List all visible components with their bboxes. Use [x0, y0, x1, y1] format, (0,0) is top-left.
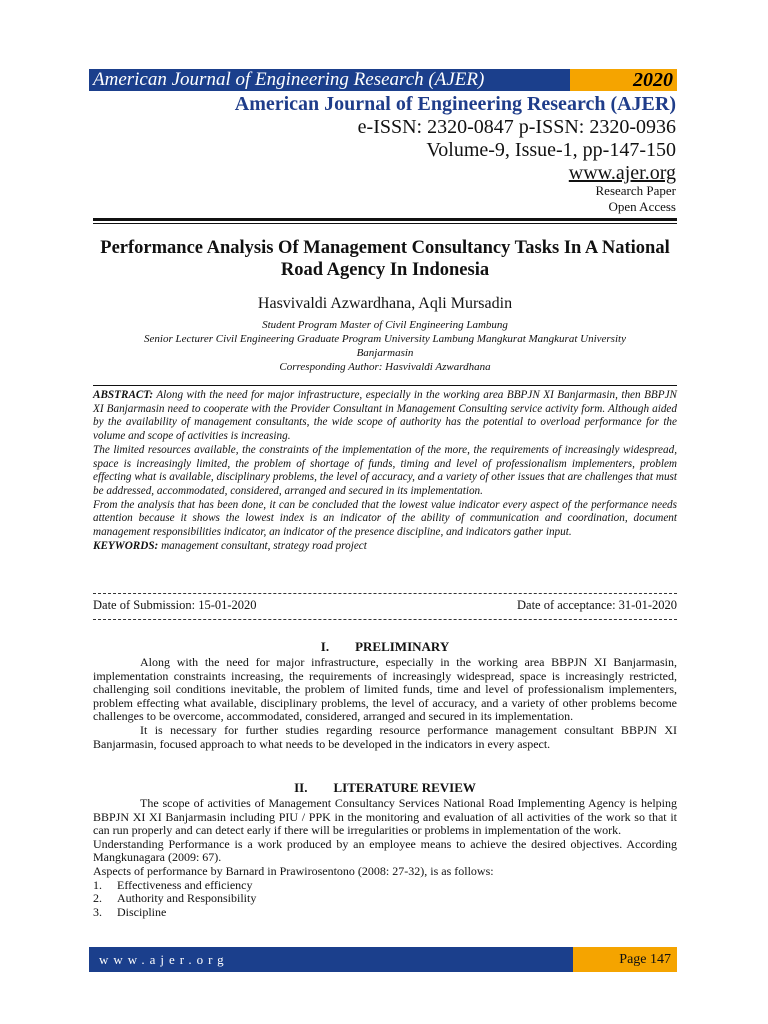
section-literature-body [93, 797, 677, 919]
abstract-p2: The limited resources available, the constraints of the implementation of the more, the requirements of increasingly widespread, space is increasingly limited, the problem of shortage of funds, timing and level of professionalism implementers, problem effecting what is available, disciplinary problems, the level of accuracy, and a variety of other issues that are challenges that must be addressed, accommodated, considered, arranged and secured in its implementation. [93, 443, 677, 497]
dates-row [93, 598, 677, 613]
open-access-label: Open Access [608, 199, 676, 214]
list-text: Discipline [117, 904, 167, 919]
list-item [93, 906, 677, 920]
paragraph: It is necessary for further studies regarding resource performance management consultant BBPJN XI Banjarmasin, focused approach to what needs to be developed in the indicators in every aspect. [93, 722, 677, 751]
list-item [93, 892, 677, 906]
submission-date: Date of Submission: 15-01-2020 [93, 598, 257, 612]
list-item [93, 879, 677, 893]
dashed-divider-top [93, 593, 677, 594]
affiliation-2: Senior Lecturer Civil Engineering Graduate Program University Lambung Mangkurat Mangkurat University [144, 333, 626, 345]
keywords: management consultant, strategy road project [158, 539, 367, 552]
affiliation-1: Student Program Master of Civil Engineering Lambung [262, 319, 508, 331]
band-year: 2020 [570, 69, 677, 91]
affiliation-3: Banjarmasin [356, 347, 414, 359]
list-number: 3. [93, 904, 102, 919]
section-heading-preliminary: I. PRELIMINARY [320, 639, 450, 654]
corresponding-author: Corresponding Author: Hasvivaldi Azwardhana [279, 361, 491, 373]
paper-title: Performance Analysis Of Management Consultancy Tasks In A National Road Agency In Indonesia [100, 238, 670, 280]
footer-website-link[interactable]: www.ajer.org [89, 947, 573, 972]
journal-name: American Journal of Engineering Research (AJER) [234, 93, 676, 115]
page-footer [89, 947, 677, 972]
list-number: 2. [93, 891, 102, 906]
list-text: Authority and Responsibility [117, 891, 257, 906]
abstract-label: ABSTRACT: [93, 389, 154, 401]
section-heading-literature-review: II. LITERATURE REVIEW [294, 780, 476, 795]
paragraph: The scope of activities of Management Consultancy Services National Road Implementing Agency is helping BBPJN XI XI Banjarmasin including PIU / PPK in the monitoring and evaluation of all activities of the work so that it can run properly and can detect early if there will be irregularities or problems in implementation of the work. [93, 796, 677, 838]
paragraph: Aspects of performance by Barnard in Prawirosentono (2008: 27-32), is as follows: [93, 863, 494, 878]
journal-header-band [89, 69, 677, 91]
journal-website-link[interactable]: www.ajer.org [568, 162, 676, 184]
paragraph: Understanding Performance is a work produced by an employee means to achieve the desired objectives. According Mangkunagara (2009: 67). [93, 836, 677, 865]
keywords-label: KEYWORDS: [93, 539, 159, 552]
performance-aspects-list [93, 879, 677, 920]
abstract [93, 389, 677, 553]
abstract-p1: Along with the need for major infrastructure, especially in the working area BBPJN XI Banjarmasin, then BBPJN XI Banjarmasin need to cooperate with the Provider Consultant in Management Consulting service activity form. Although aided by the availability of management consultants, the wide scope of authority has the potential to overload performance for the volume and scope of activities is increasing. [93, 389, 677, 443]
page-number: Page 147 [573, 947, 677, 972]
volume-info: Volume-9, Issue-1, pp-147-150 [426, 139, 676, 161]
abstract-p3: From the analysis that has been done, it can be concluded that the lowest value indicator every aspect of the performance needs attention because it shows the lowest index is an indicator of the ability of communication and coordination, document management responsibilities indicator, an indicator of the presence discipline, and indicators gather input. [93, 498, 677, 539]
paragraph: Along with the need for major infrastructure, especially in the working area BBPJN XI Banjarmasin, implementation constraints increasing, the requirements of increasingly widespread, space is increasingly restricted, challenging soil conditions inevitable, the problem of limited funds, time and level of professionalism implementers, problem effecting what available, disciplinary problems, the level of accuracy, and a variety of other problems become challenges to be overcome, accommodated, considered, arranged and secured in its implementation. [93, 655, 677, 724]
issn: e-ISSN: 2320-0847 p-ISSN: 2320-0936 [357, 116, 676, 138]
paper-type: Research Paper [595, 183, 676, 198]
dashed-divider-bottom [93, 619, 677, 620]
authors: Hasvivaldi Azwardhana, Aqli Mursadin [257, 295, 513, 312]
header-rule-thin [93, 223, 677, 224]
acceptance-date: Date of acceptance: 31-01-2020 [517, 598, 677, 612]
band-journal-name: American Journal of Engineering Research (AJER) [89, 69, 570, 91]
list-number: 1. [93, 877, 102, 892]
abstract-rule [93, 385, 677, 386]
list-text: Effectiveness and efficiency [117, 877, 253, 892]
section-preliminary-body [93, 656, 677, 751]
header-rule [93, 218, 677, 221]
